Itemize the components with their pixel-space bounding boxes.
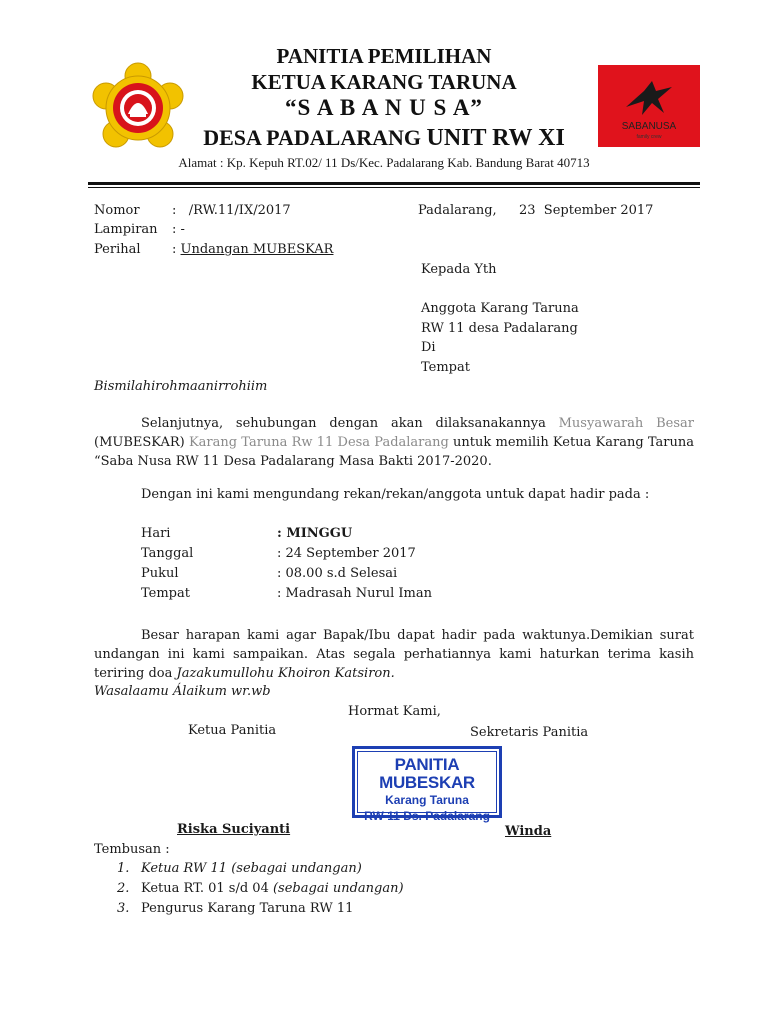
lampiran-value: : - xyxy=(172,222,185,237)
paragraph-3-prayer: Jazakumullohu Khoiron Katsiron. xyxy=(176,666,395,681)
secretary-name: Winda xyxy=(505,824,552,839)
cc-item-3 xyxy=(141,901,353,916)
cc-item-2-text: Ketua RT. 01 s/d 04 xyxy=(141,881,273,896)
recipient-line-3: Di xyxy=(421,340,436,355)
stamp-subtitle-1: Karang Taruna xyxy=(385,793,469,807)
detail-label-time: Pukul xyxy=(141,566,179,581)
stamp-title: PANITIA MUBESKAR xyxy=(379,755,475,792)
paragraph-1-highlight-2: Karang Taruna Rw 11 Desa Padalarang xyxy=(188,435,449,450)
paragraph-1-part-a: Selanjutnya, sehubungan dengan akan dilaksanakannya xyxy=(141,416,559,431)
recipient-line-4: Tempat xyxy=(421,360,470,375)
cc-item-3-text: Pengurus Karang Taruna RW 11 xyxy=(141,901,354,916)
header-line-4-unit: UNIT RW XI xyxy=(426,125,565,151)
chairman-title: Ketua Panitia xyxy=(188,723,277,738)
detail-label-date: Tanggal xyxy=(141,546,194,561)
lampiran-label: Lampiran xyxy=(94,222,158,237)
paragraph-1-part-b: (MUBESKAR) xyxy=(94,435,189,450)
stamp-subtitle-2: RW 11 Ds. Padalarang xyxy=(364,809,490,823)
paragraph-1-part-c: untuk memilih Ketua Karang Taruna “Saba Nusa RW 11 Desa Padalarang Masa Bakti 2017-2020. xyxy=(94,435,694,469)
chairman-name: Riska Suciyanti xyxy=(177,822,291,837)
cc-item-1-text: Ketua RW 11 xyxy=(141,861,232,876)
committee-stamp xyxy=(352,746,502,823)
perihal-colon: : xyxy=(172,242,177,257)
paragraph-3 xyxy=(94,626,694,683)
cc-item-2-note: (sebagai undangan) xyxy=(272,881,404,896)
header-divider-thick xyxy=(88,182,700,185)
nomor-label: Nomor xyxy=(94,203,140,218)
place: Padalarang, xyxy=(418,203,497,218)
respect-closing: Hormat Kami, xyxy=(348,704,441,719)
paragraph-1-highlight-1: Musyawarah Besar xyxy=(558,416,694,431)
detail-label-day: Hari xyxy=(141,526,171,541)
recipient-line-1: Anggota Karang Taruna xyxy=(421,301,579,316)
header-divider-thin xyxy=(88,187,700,188)
detail-value-date: : 24 September 2017 xyxy=(277,546,416,561)
cc-item-2 xyxy=(141,881,404,896)
paragraph-1 xyxy=(94,414,694,471)
perihal-value: Undangan MUBESKAR xyxy=(180,242,334,257)
letter-date: 23 September 2017 xyxy=(519,203,654,218)
detail-label-place: Tempat xyxy=(141,586,190,601)
header-line-2: KETUA KARANG TARUNA xyxy=(251,70,517,94)
detail-value-day: : MINGGU xyxy=(277,526,353,541)
header-line-1: PANITIA PEMILIHAN xyxy=(276,44,492,68)
closing-greeting: Wasalaamu Álaikum wr.wb xyxy=(94,684,271,699)
detail-value-time: : 08.00 s.d Selesai xyxy=(277,566,398,581)
logo-tagline: family crew xyxy=(636,134,662,140)
paragraph-3-text: Besar harapan kami agar Bapak/Ibu dapat hadir pada waktunya.Demikian surat undangan ini kami sampaikan. Atas segala perhatiannya kami haturkan terima kasih teriring doa xyxy=(94,628,694,681)
perihal-line xyxy=(172,242,333,257)
header-line-4-village: DESA PADALARANG xyxy=(203,125,421,150)
nomor-value: : /RW.11/IX/2017 xyxy=(172,203,291,218)
recipient-line-2: RW 11 desa Padalarang xyxy=(421,321,578,336)
cc-item-1 xyxy=(141,861,362,876)
secretary-title: Sekretaris Panitia xyxy=(470,725,589,740)
cc-title: Tembusan : xyxy=(94,842,170,857)
header-line-3: “S A B A N U S A” xyxy=(285,95,483,120)
cc-item-1-note: (sebagai undangan) xyxy=(231,861,362,876)
header-line-4 xyxy=(0,125,768,152)
opening-greeting: Bismilahirohmaanirrohiim xyxy=(94,379,268,394)
detail-value-place: : Madrasah Nurul Iman xyxy=(277,586,432,601)
perihal-label: Perihal xyxy=(94,242,141,257)
logo-wordmark: SABANUSA xyxy=(621,121,677,132)
cc-item-3-number: 3. xyxy=(117,901,130,916)
recipient-greeting: Kepada Yth xyxy=(421,262,497,277)
paragraph-2: Dengan ini kami mengundang rekan/rekan/anggota untuk dapat hadir pada : xyxy=(141,487,650,502)
cc-item-1-number: 1. xyxy=(117,861,130,876)
cc-item-2-number: 2. xyxy=(117,881,130,896)
header-address: Alamat : Kp. Kepuh RT.02/ 11 Ds/Kec. Padalarang Kab. Bandung Barat 40713 xyxy=(178,155,590,170)
